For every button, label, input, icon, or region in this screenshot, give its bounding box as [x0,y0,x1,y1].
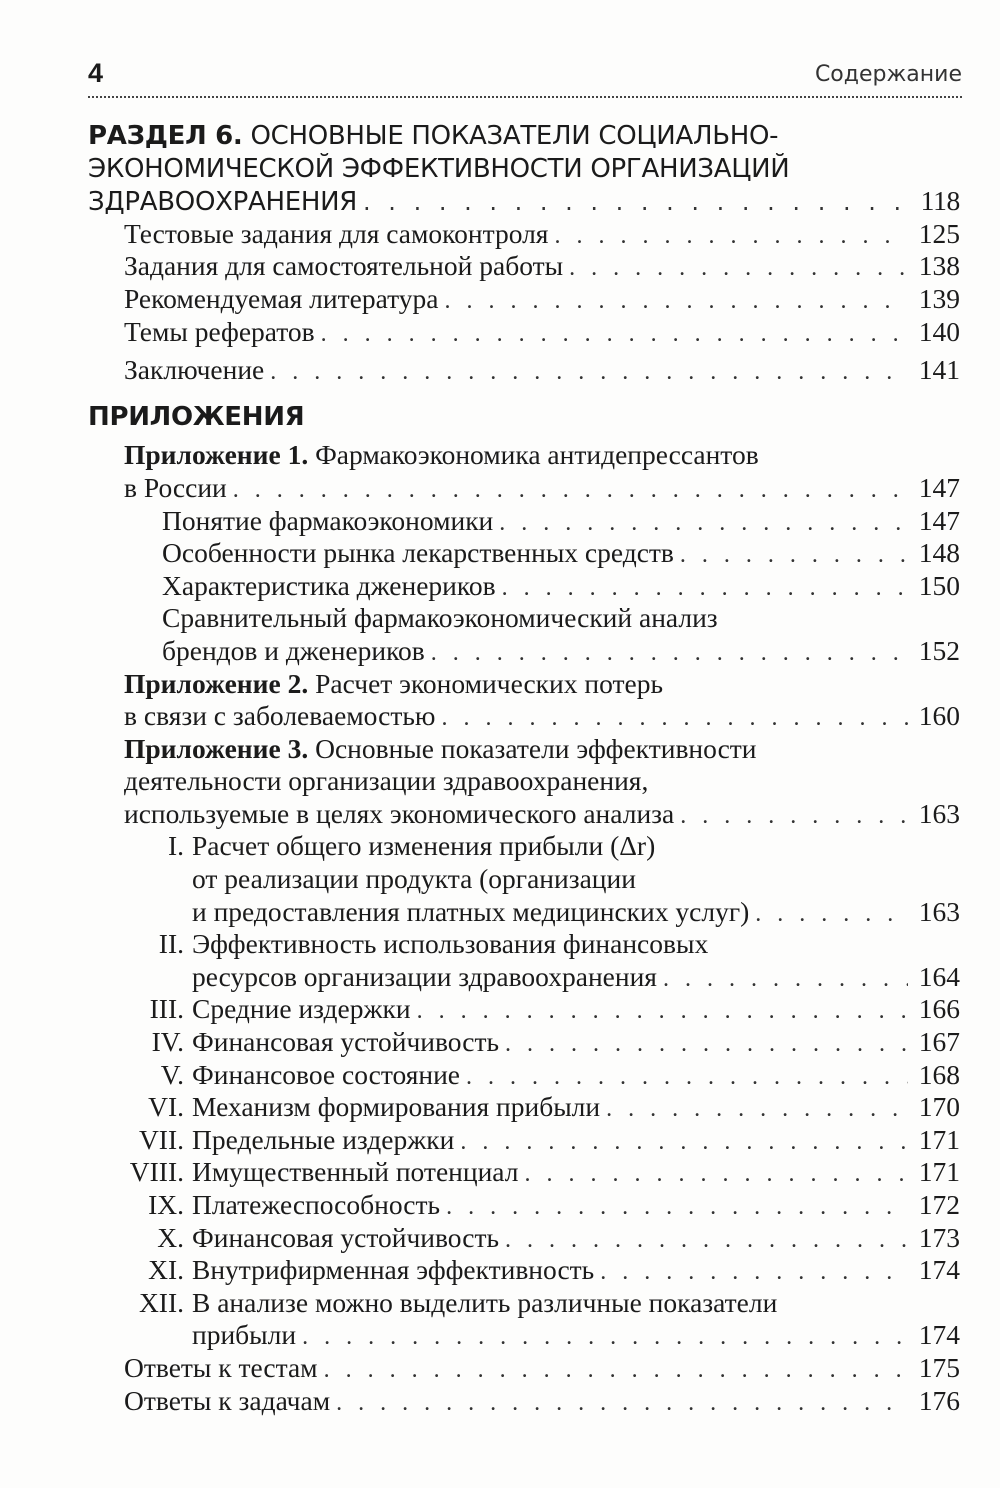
page-ref: 140 [918,315,960,347]
toc-entry-text: Финансовая устойчивость [192,1026,500,1058]
dot-leader [663,963,908,996]
section-6-title-text-2: ЭКОНОМИЧЕСКОЙ ЭФФЕКТИВНОСТИ ОРГАНИЗАЦИЙ [88,153,790,184]
appendix-3-title-1: Основные показатели эффективности [315,732,757,764]
roman-numeral: XI. [148,1254,184,1286]
toc-entry-text: Механизм формирования прибыли [192,1091,601,1123]
dot-leader [569,252,908,285]
page-ref: 118 [920,185,960,217]
page-ref: 125 [918,217,960,249]
roman-entry-2-line-1[interactable] [88,928,960,961]
toc-entry-text: Финансовое состояние [192,1058,461,1090]
appendices-heading: ПРИЛОЖЕНИЯ [88,401,305,432]
page-ref: 176 [918,1384,960,1416]
dot-leader [524,1158,908,1191]
page-ref: 147 [918,471,960,503]
toc-entry-conclusion[interactable] [88,354,960,387]
roman-entry[interactable] [88,1156,960,1189]
section-6-title-line-1[interactable] [88,120,960,153]
toc-entry-text: Ответы к задачам [124,1384,331,1416]
page-ref: 174 [918,1254,960,1286]
toc-entry[interactable] [88,250,960,283]
toc-entry-text: брендов и дженериков [162,634,425,666]
toc-subentry-line-1[interactable] [88,602,960,635]
roman-numeral: VII. [138,1123,184,1155]
page-ref: 147 [918,504,960,536]
page-ref: 152 [918,634,960,666]
page-ref: 174 [918,1319,960,1351]
page-ref: 171 [918,1123,960,1155]
toc-entry-text: Темы рефератов [124,315,315,347]
roman-entry-2-line-2[interactable] [88,961,960,994]
roman-numeral: IV. [151,1026,184,1058]
dot-leader [600,1256,908,1289]
section-6-title-text-1: ОСНОВНЫЕ ПОКАЗАТЕЛИ СОЦИАЛЬНО- [250,121,779,151]
roman-entry[interactable] [88,1222,960,1255]
page-ref: 168 [918,1058,960,1090]
toc-entry-text: Платежеспособность [192,1189,441,1220]
toc-entry-text: прибыли [192,1319,297,1351]
page-ref: 150 [918,569,960,601]
appendix-2-line-2[interactable] [88,700,960,733]
toc-subentry-line-2[interactable] [88,635,960,668]
toc-entry-text: ресурсов организации здравоохранения [192,960,657,992]
roman-entry-12-line-1[interactable] [88,1287,960,1320]
appendix-2-line-1[interactable] [88,668,960,701]
roman-entry-12-line-2[interactable] [88,1319,960,1352]
page-ref: 163 [918,895,960,927]
page-ref: 171 [918,1156,960,1188]
dot-leader [460,1126,908,1159]
toc-entry-text: Особенности рынка лекарственных средств [162,537,674,569]
page-ref: 175 [918,1351,960,1383]
page-ref: 164 [918,960,960,992]
appendix-1-line-1[interactable] [88,439,960,472]
roman-numeral: VIII. [129,1156,184,1188]
dot-leader [324,1354,908,1387]
page-ref: 160 [918,700,960,732]
toc-entry-text: Задания для самостоятельной работы [124,250,564,282]
dot-leader [302,1321,908,1354]
page-ref: 141 [918,354,960,386]
dot-leader [336,1387,908,1420]
toc-entry-text: Ответы к тестам [124,1351,318,1383]
toc-entry-text: от реализации продукта (организации [192,863,636,895]
appendix-3-line-3[interactable] [88,798,960,831]
dot-leader [554,220,908,253]
roman-numeral: II. [158,928,184,960]
roman-entry[interactable] [88,1026,960,1059]
toc-entry-text: Тестовые задания для самоконтроля [124,217,549,249]
dot-leader [444,285,908,318]
appendix-3-title-3: используемые в целях экономического анализа [124,797,675,829]
dot-leader [363,186,908,219]
roman-numeral: I. [167,830,184,862]
appendix-2-title-1: Расчет экономических потерь [315,667,663,699]
running-title: Содержание [814,62,962,87]
dot-leader [680,800,908,833]
section-6-title-text-3: ЗДРАВООХРАНЕНИЯ [88,187,358,218]
page-ref: 172 [918,1189,960,1220]
page-ref: 163 [918,797,960,829]
toc-entry-text: Сравнительный фармакоэкономический анализ [162,602,718,634]
roman-entry[interactable] [88,1091,960,1124]
toc-entry[interactable] [88,283,960,316]
section-6-title-line-3[interactable] [88,185,960,218]
roman-numeral: VI. [148,1091,184,1123]
toc-entry-text: В анализе можно выделить различные показатели [192,1286,778,1318]
toc-entry-answers-tasks[interactable] [88,1385,960,1418]
toc-entry-text: Финансовая устойчивость [192,1221,500,1253]
toc-subentry[interactable] [88,505,960,538]
dot-leader [502,572,908,605]
dot-leader [505,1224,908,1257]
appendix-1-title-1: Фармакоэкономика антидепрессантов [315,439,759,471]
dot-leader [505,1028,908,1061]
toc-entry-answers-tests[interactable] [88,1352,960,1385]
appendix-3-line-2[interactable] [88,765,960,798]
dot-leader [499,507,908,540]
toc-entry-text: Имущественный потенциал [192,1156,519,1188]
roman-numeral: V. [160,1058,184,1090]
roman-entry[interactable] [88,1254,960,1287]
dot-leader [680,539,908,572]
appendix-1-title-2: в России [124,471,227,503]
roman-entry[interactable] [88,993,960,1026]
table-of-contents [88,120,960,1417]
dot-leader [431,637,908,670]
roman-numeral: III. [149,993,184,1025]
dot-leader [606,1093,908,1126]
toc-entry-text: Внутрифирменная эффективность [192,1254,595,1286]
page-ref: 170 [918,1091,960,1123]
appendix-3-title-2: деятельности организации здравоохранения, [124,765,649,797]
roman-numeral: XII. [138,1286,184,1318]
page-ref: 173 [918,1221,960,1253]
dot-leader [321,318,908,351]
toc-entry-text: и предоставления платных медицинских услуг) [192,895,750,927]
running-header [88,56,962,98]
dot-leader [755,898,908,931]
roman-entry[interactable] [88,1124,960,1157]
page-number: 4 [88,58,104,88]
toc-entry[interactable] [88,218,960,251]
section-6-label: РАЗДЕЛ 6. [88,121,243,151]
dot-leader [466,1061,908,1094]
page-ref: 148 [918,537,960,569]
toc-entry-text: Предельные издержки [192,1123,455,1155]
roman-entry-1-line-2[interactable] [88,863,960,896]
page-ref: 167 [918,1026,960,1058]
toc-subentry[interactable] [88,570,960,603]
toc-entry[interactable] [88,316,960,349]
appendix-3-label: Приложение 3. [124,732,309,764]
toc-entry-text: Средние издержки [192,993,411,1025]
dot-leader [446,1191,908,1224]
toc-entry-text: Характеристика дженериков [162,569,496,601]
dot-leader [270,356,908,389]
appendix-1-line-2[interactable] [88,472,960,505]
roman-entry-1-line-1[interactable] [88,830,960,863]
toc-subentry[interactable] [88,537,960,570]
page-ref: 138 [918,250,960,282]
page-ref: 139 [918,282,960,314]
roman-entry[interactable] [88,1189,960,1222]
roman-entry[interactable] [88,1059,960,1092]
appendix-2-label: Приложение 2. [124,667,309,699]
toc-entry-text: Понятие фармакоэкономики [162,504,494,536]
appendix-1-label: Приложение 1. [124,439,309,471]
appendix-3-line-1[interactable] [88,733,960,766]
section-6-title-line-2[interactable] [88,153,960,186]
toc-entry-text: Эффективность использования финансовых [192,928,709,960]
toc-entry-text: Расчет общего изменения прибыли (Δr) [192,830,656,862]
dot-leader [233,474,908,507]
dot-leader [417,995,908,1028]
roman-numeral: X. [157,1221,184,1253]
dot-leader [441,702,908,735]
roman-entry-1-line-3[interactable] [88,896,960,929]
toc-entry-text: Заключение [124,354,265,386]
toc-entry-text: Рекомендуемая литература [124,282,439,314]
roman-numeral: IX. [148,1189,184,1220]
page-ref: 166 [918,993,960,1025]
appendix-2-title-2: в связи с заболеваемостью [124,700,436,732]
